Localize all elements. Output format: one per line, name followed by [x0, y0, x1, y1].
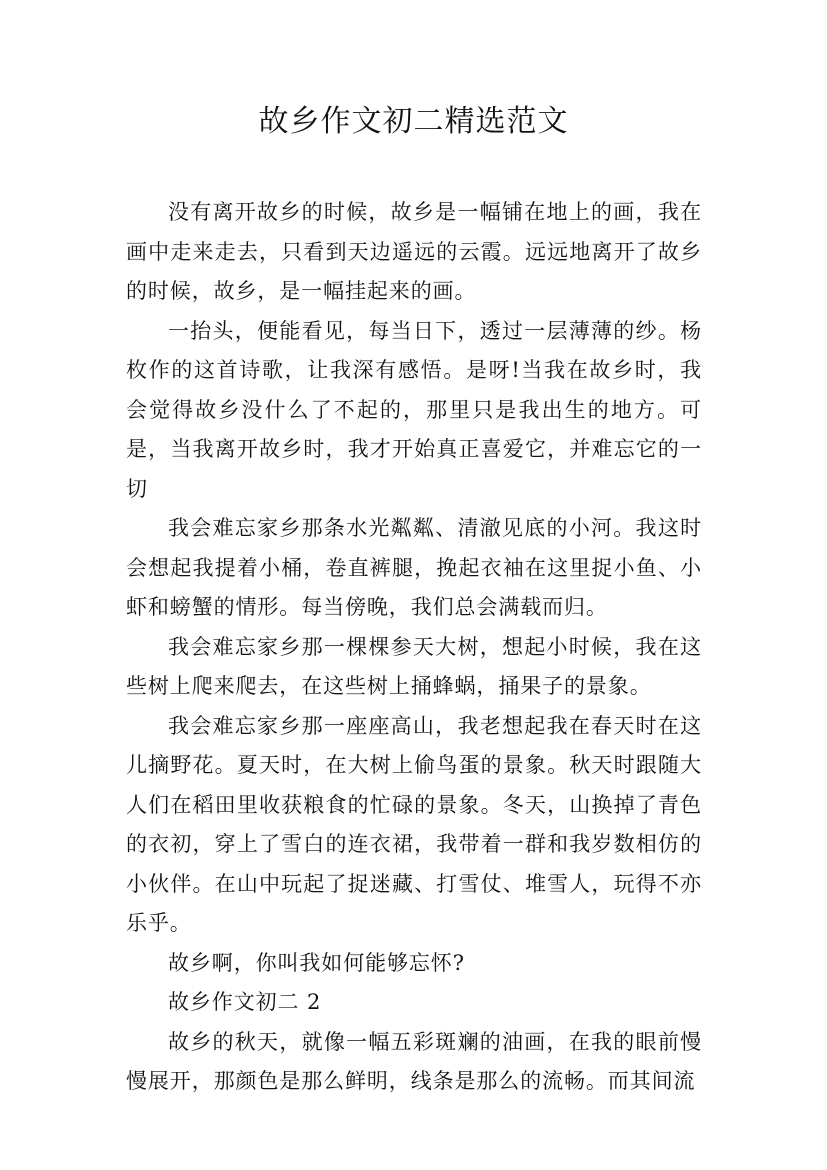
document-body [126, 193, 702, 1102]
document-title: 故乡作文初二精选范文 [258, 104, 569, 139]
paragraph: 一抬头，便能看见，每当日下，透过一层薄薄的纱。杨枚作的这首诗歌，让我深有感悟。是呀!当我在故乡时，我会觉得故乡没什么了不起的，那里只是我出生的地方。可是，当我离开故乡时，我才开始真正喜爱它，并难忘它的一切 [126, 318, 702, 501]
paragraph: 没有离开故乡的时候，故乡是一幅铺在地上的画，我在画中走来走去，只看到天边遥远的云霞。远远地离开了故乡的时候，故乡，是一幅挂起来的画。 [126, 200, 702, 303]
section-heading: 故乡作文初二 2 [168, 990, 322, 1014]
paragraph: 故乡的秋天，就像一幅五彩斑斓的油画，在我的眼前慢慢展开，那颜色是那么鲜明，线条是那么的流畅。而其间流 [126, 1029, 702, 1093]
paragraph: 我会难忘家乡那一座座高山，我老想起我在春天时在这儿摘野花。夏天时，在大树上偷鸟蛋的景象。秋天时跟随大人们在稻田里收获粮食的忙碌的景象。冬天，山换掉了青色的衣初，穿上了雪白的连衣裙，我带着一群和我岁数相仿的小伙伴。在山中玩起了捉迷藏、打雪仗、堆雪人，玩得不亦乐乎。 [126, 713, 702, 935]
paragraph: 故乡啊，你叫我如何能够忘怀? [168, 950, 465, 975]
paragraph: 我会难忘家乡那条水光粼粼、清澈见底的小河。我这时会想起我提着小桶，卷直裤腿，挽起衣袖在这里捉小鱼、小虾和螃蟹的情形。每当傍晚，我们总会满载而归。 [126, 516, 702, 619]
paragraph: 我会难忘家乡那一棵棵参天大树，想起小时候，我在这些树上爬来爬去，在这些树上捅蜂蜗，捅果子的景象。 [126, 634, 702, 698]
